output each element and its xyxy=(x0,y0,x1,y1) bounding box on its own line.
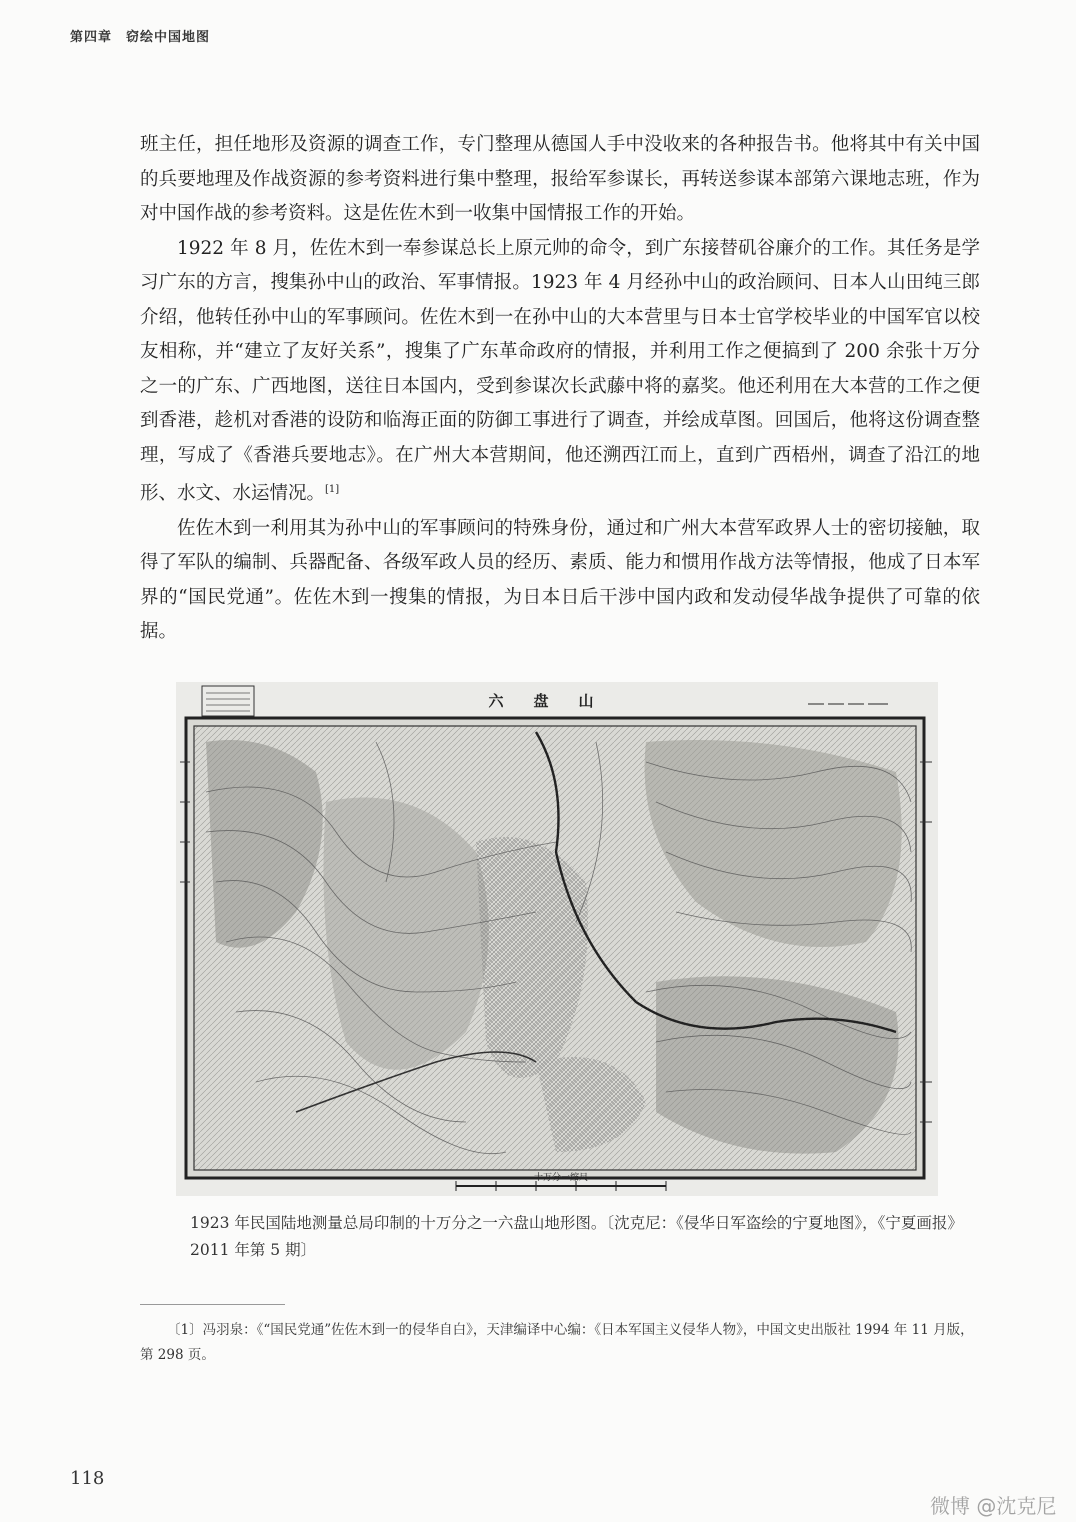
scale-label: 十万分一縮尺 xyxy=(533,1173,589,1183)
topographic-map-figure xyxy=(176,682,938,1196)
paragraph-2-text: 1922 年 8 月，佐佐木到一奉参谋总长上原元帅的命令，到广东接替矶谷廉介的工作。其任务是学习广东的方言，搜集孙中山的政治、军事情报。1923 年 4 月经孙中山的政治顾问、日本人山田纯三郎介绍，他转任孙中山的军事顾问。佐佐木到一在孙中山的大本营里与日本士官学校毕业的中国军官以校友相称，并“建立了友好关系”，搜集了广东革命政府的情报，并利用工作之便搞到了 200 余张十万分之一的广东、广西地图，送往日本国内，受到参谋次长武藤中将的嘉奖。他还利用在大本营的工作之便到香港，趁机对香港的设防和临海正面的防御工事进行了调查，并绘成草图。回国后，他将这份调查整理，写成了《香港兵要地志》。在广州大本营期间，他还溯西江而上，直到广西梧州，调查了沿江的地形、水文、水运情况。 xyxy=(140,237,980,505)
body-text xyxy=(140,128,980,650)
paragraph-1: 班主任，担任地形及资源的调查工作，专门整理从德国人手中没收来的各种报告书。他将其中有关中国的兵要地理及作战资源的参考资料进行集中整理，报给军参谋长，再转送参谋本部第六课地志班，作为对中国作战的参考资料。这是佐佐木到一收集中国情报工作的开始。 xyxy=(140,134,980,224)
paragraph-3: 佐佐木到一利用其为孙中山的军事顾问的特殊身份，通过和广州大本营军政界人士的密切接触，取得了军队的编制、兵器配备、各级军政人员的经历、素质、能力和惯用作战方法等情报，他成了日本军界的“国民党通”。佐佐木到一搜集的情报，为日本日后干涉中国内政和发动侵华战争提供了可靠的依据。 xyxy=(140,517,980,643)
chapter-title: 窃绘中国地图 xyxy=(126,30,211,45)
watermark: 微博 @沈克尼 xyxy=(930,1494,1057,1518)
paragraph-2 xyxy=(140,232,980,512)
running-header xyxy=(70,26,210,45)
page-number: 118 xyxy=(70,1468,105,1489)
footnote: 〔1〕冯羽泉：《“国民党通”佐佐木到一的侵华自白》，天津编译中心编：《日本军国主义侵华人物》，中国文史出版社 1994 年 11 月版，第 298 页。 xyxy=(140,1322,974,1363)
footnote-reference[interactable]: [1] xyxy=(325,484,340,495)
footnote-divider xyxy=(140,1304,285,1305)
chapter-label: 第四章 xyxy=(70,30,113,45)
figure-caption: 1923 年民国陆地测量总局印制的十万分之一六盘山地形图。〔沈克尼：《侵华日军盗绘的宁夏地图》，《宁夏画报》2011 年第 5 期〕 xyxy=(190,1214,963,1259)
map-title: 六盘山 xyxy=(488,692,624,710)
map-image xyxy=(176,682,938,1196)
